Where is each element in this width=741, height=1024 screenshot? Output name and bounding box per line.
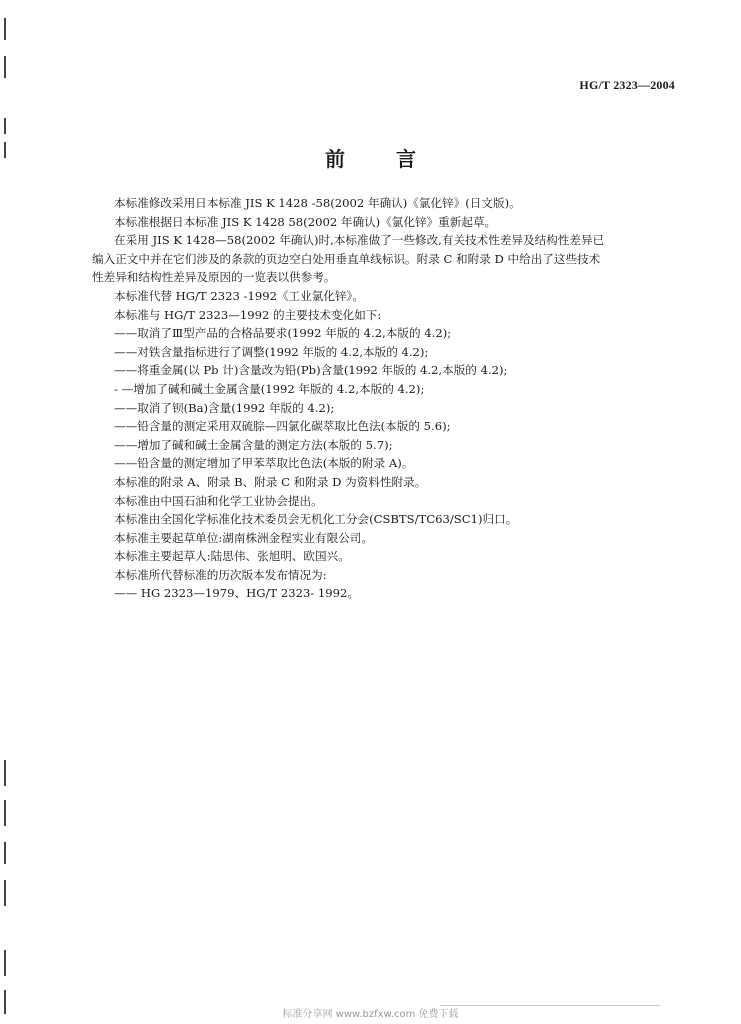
change-item: ——取消了钡(Ba)含量(1992 年版的 4.2); bbox=[114, 400, 335, 415]
paragraph-line: 在采用 JIS K 1428—58(2002 年确认)时,本标准做了一些修改,有关技术性差异及结构性差异已 bbox=[114, 233, 605, 248]
footer-watermark: 标准分享网 www.bzfxw.com 免费下载 bbox=[282, 1009, 459, 1020]
change-item: ——铅含量的测定增加了甲苯萃取比色法(本版的附录 A)。 bbox=[114, 456, 414, 471]
paragraph: —— HG 2323—1979、HG/T 2323- 1992。 bbox=[114, 586, 360, 601]
paragraph: 本标准由中国石油和化学工业协会提出。 bbox=[114, 493, 323, 508]
change-item: ——对铁含量指标进行了调整(1992 年版的 4.2,本版的 4.2); bbox=[114, 344, 429, 359]
page-title: 前 言 bbox=[325, 147, 438, 171]
standard-number: HG/T 2323—2004 bbox=[579, 78, 675, 92]
change-bar bbox=[4, 18, 6, 40]
preface-body bbox=[92, 194, 682, 603]
paragraph: 本标准修改采用日本标准 JIS K 1428 -58(2002 年确认)《氯化锌》(日文版)。 bbox=[114, 196, 521, 210]
paragraph: 本标准由全国化学标准化技术委员会无机化工分会(CSBTS/TC63/SC1)归口。 bbox=[114, 512, 518, 527]
paragraph-line: 性差异和结构性差异及原因的一览表以供参考。 bbox=[92, 270, 336, 285]
change-bar bbox=[4, 842, 6, 864]
paragraph: 本标准所代替标准的历次版本发布情况为: bbox=[114, 567, 327, 582]
change-item: - —增加了碱和碱土金属含量(1992 年版的 4.2,本版的 4.2); bbox=[114, 381, 425, 396]
change-bar bbox=[4, 950, 6, 976]
change-item: ——增加了碱和碱土金属含量的测定方法(本版的 5.7); bbox=[114, 437, 393, 452]
change-bar bbox=[4, 800, 6, 826]
change-bar bbox=[4, 880, 6, 906]
paragraph: 本标准主要起草人:陆思伟、张旭明、欧国兴。 bbox=[114, 549, 350, 564]
paragraph: 本标准主要起草单位:湖南株洲金程实业有限公司。 bbox=[114, 530, 373, 545]
paragraph: 本标准与 HG/T 2323—1992 的主要技术变化如下: bbox=[114, 307, 382, 322]
change-bar bbox=[4, 760, 6, 786]
paragraph: 本标准的附录 A、附录 B、附录 C 和附录 D 为资料性附录。 bbox=[114, 474, 427, 489]
change-bar bbox=[4, 56, 6, 78]
paragraph: 本标准根据日本标准 JIS K 1428 58(2002 年确认)《氯化锌》重新起草。 bbox=[114, 214, 497, 229]
change-item: ——将重金属(以 Pb 计)含量改为铅(Pb)含量(1992 年版的 4.2,本版的 4.2); bbox=[114, 363, 508, 378]
adoption-paragraph bbox=[92, 231, 682, 287]
change-item: ——铅含量的测定采用双硫腙—四氯化碳萃取比色法(本版的 5.6); bbox=[114, 419, 451, 434]
change-item: ——取消了Ⅲ型产品的合格品要求(1992 年版的 4.2,本版的 4.2); bbox=[114, 326, 452, 341]
change-bar bbox=[4, 118, 6, 134]
paragraph-line: 编入正文中并在它们涉及的条款的页边空白处用垂直单线标识。附录 C 和附录 D 中给出了这些技术 bbox=[92, 251, 601, 266]
paragraph: 本标准代替 HG/T 2323 -1992《工业氯化锌》。 bbox=[114, 288, 364, 303]
